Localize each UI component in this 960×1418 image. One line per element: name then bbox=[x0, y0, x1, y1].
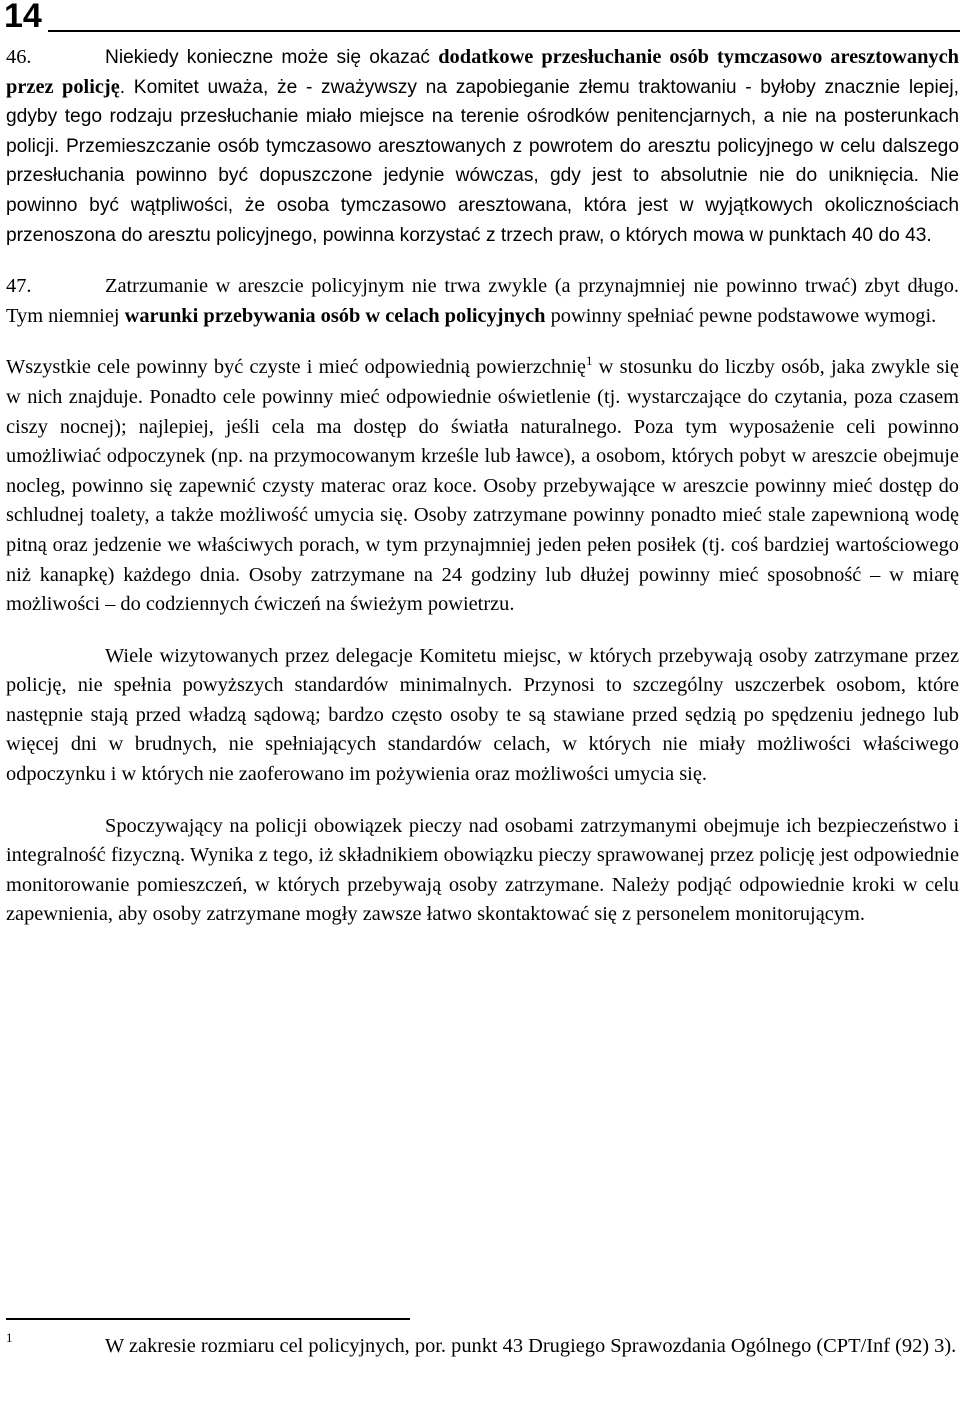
paragraph-47: 47. Zatrzumanie w areszcie policyjnym nie trwa zwykle (a przynajmniej nie powinno trwać) zbyt długo. Tym niemniej warunki przebywania osób w celach policyjnych powinny spełniać pewne podstawowe wymogi. bbox=[6, 272, 959, 331]
bold-phrase: warunki przebywania osób w celach policyjnych bbox=[124, 304, 546, 327]
footnote-separator bbox=[6, 1318, 410, 1320]
bold-phrase: dodatkowe przesłuchanie osób tymczasowo aresztowanych przez policję bbox=[6, 46, 959, 98]
paragraph-visits: Wiele wizytowanych przez delegacje Komitetu miejsc, w których przebywają osoby zatrzymane przez policję, nie spełnia powyższych standardów minimalnych. Przynosi to szczególny uszczerbek osobom, które następnie stają przed władzą sądową; bardzo często osoby te są stawiane przed sędzią po spędzeniu jednego lub więcej dni w brudnych, nie spełniających standardów celach, w których nie miały możliwości właściwego odpoczynku i w których nie zaoferowano im pożywienia oraz możliwości umycia się. bbox=[6, 644, 959, 786]
document-body bbox=[6, 43, 959, 930]
paragraph-46: 46. Niekiedy konieczne może się okazać dodatkowe przesłuchanie osób tymczasowo aresztowanych przez policję. Komitet uważa, że - zważywszy na zapobieganie złemu traktowaniu - byłoby znacznie lepiej, gdyby tego rodzaju przesłuchanie miało miejsce na terenie ośrodków penitencjarnych, a nie na posterunkach policji. Przemieszczanie osób tymczasowo aresztowanych z powrotem do aresztu policyjnego w celu dalszego przesłuchania powinno być dopuszczone jedynie wówczas, gdy jest to absolutnie nie do uniknięcia. Nie powinno być wątpliwości, że osoba tymczasowo aresztowana, która jest w wyjątkowych okolicznościach przenoszona do aresztu policyjnego, powinna korzystać z trzech praw, o których mowa w punktach 40 do 43. bbox=[6, 43, 959, 250]
header-rule bbox=[48, 30, 960, 32]
paragraph-number: 47. bbox=[6, 275, 32, 298]
footnote-text: W zakresie rozmiaru cel policyjnych, por. punkt 43 Drugiego Sprawozdania Ogólnego (CPT/Inf (92) 3). bbox=[105, 1335, 957, 1357]
page-number: 14 bbox=[4, 0, 42, 35]
paragraph-cell-standards: Wszystkie cele powinny być czyste i mieć odpowiednią powierzchnię$^1$ w stosunku do liczby osób, jaka zwykle się w nich znajduje. Ponadto cele powinny mieć odpowiednie oświetlenie (tj. wystarczające do czytania, poza czasem ciszy nocnej); najlepiej, jeśli cela ma dostęp do światła naturalnego. Poza tym wyposażenie celi powinno umożliwiać odpoczynek (np. na przymocowanym krześle lub ławce), a osobom, których pobyt w areszcie obejmuje nocleg, powinno się zapewnić czysty materac oraz koce. Osoby przebywające w areszcie powinny mieć dostęp do schludnej toalety, a także możliwość umycia się. Osoby zatrzymane powinny ponadto mieć stale zapewnioną wodę pitną oraz jedzenie we właściwych porach, w tym przynajmniej jeden pełen posiłek (tj. coś bardziej wartościowego niż kanapkę) każdego dnia. Osoby zatrzymane na 24 godziny lub dłużej powinny mieć sposobność – w miarę możliwości – do codziennych ćwiczeń na świeżym powietrzu. bbox=[6, 353, 959, 616]
paragraph-number: 46. bbox=[6, 46, 32, 68]
footnote-mark: 1 bbox=[6, 1330, 13, 1345]
footnote-reference[interactable]: 1 bbox=[585, 353, 593, 369]
paragraph-duty-of-care: Spoczywający na policji obowiązek pieczy nad osobami zatrzymanymi obejmuje ich bezpieczeństwo i integralność fizyczną. Wynika z tego, iż składnikiem obowiązku pieczy sprawowanej przez policję jest odpowiednie monitorowanie pomieszczeń, w których przebywają osoby zatrzymane. Należy podjąć odpowiednie kroki w celu zapewnienia, aby osoby zatrzymane mogły zawsze łatwo skontaktować się z personelem monitorującym. bbox=[6, 814, 959, 926]
